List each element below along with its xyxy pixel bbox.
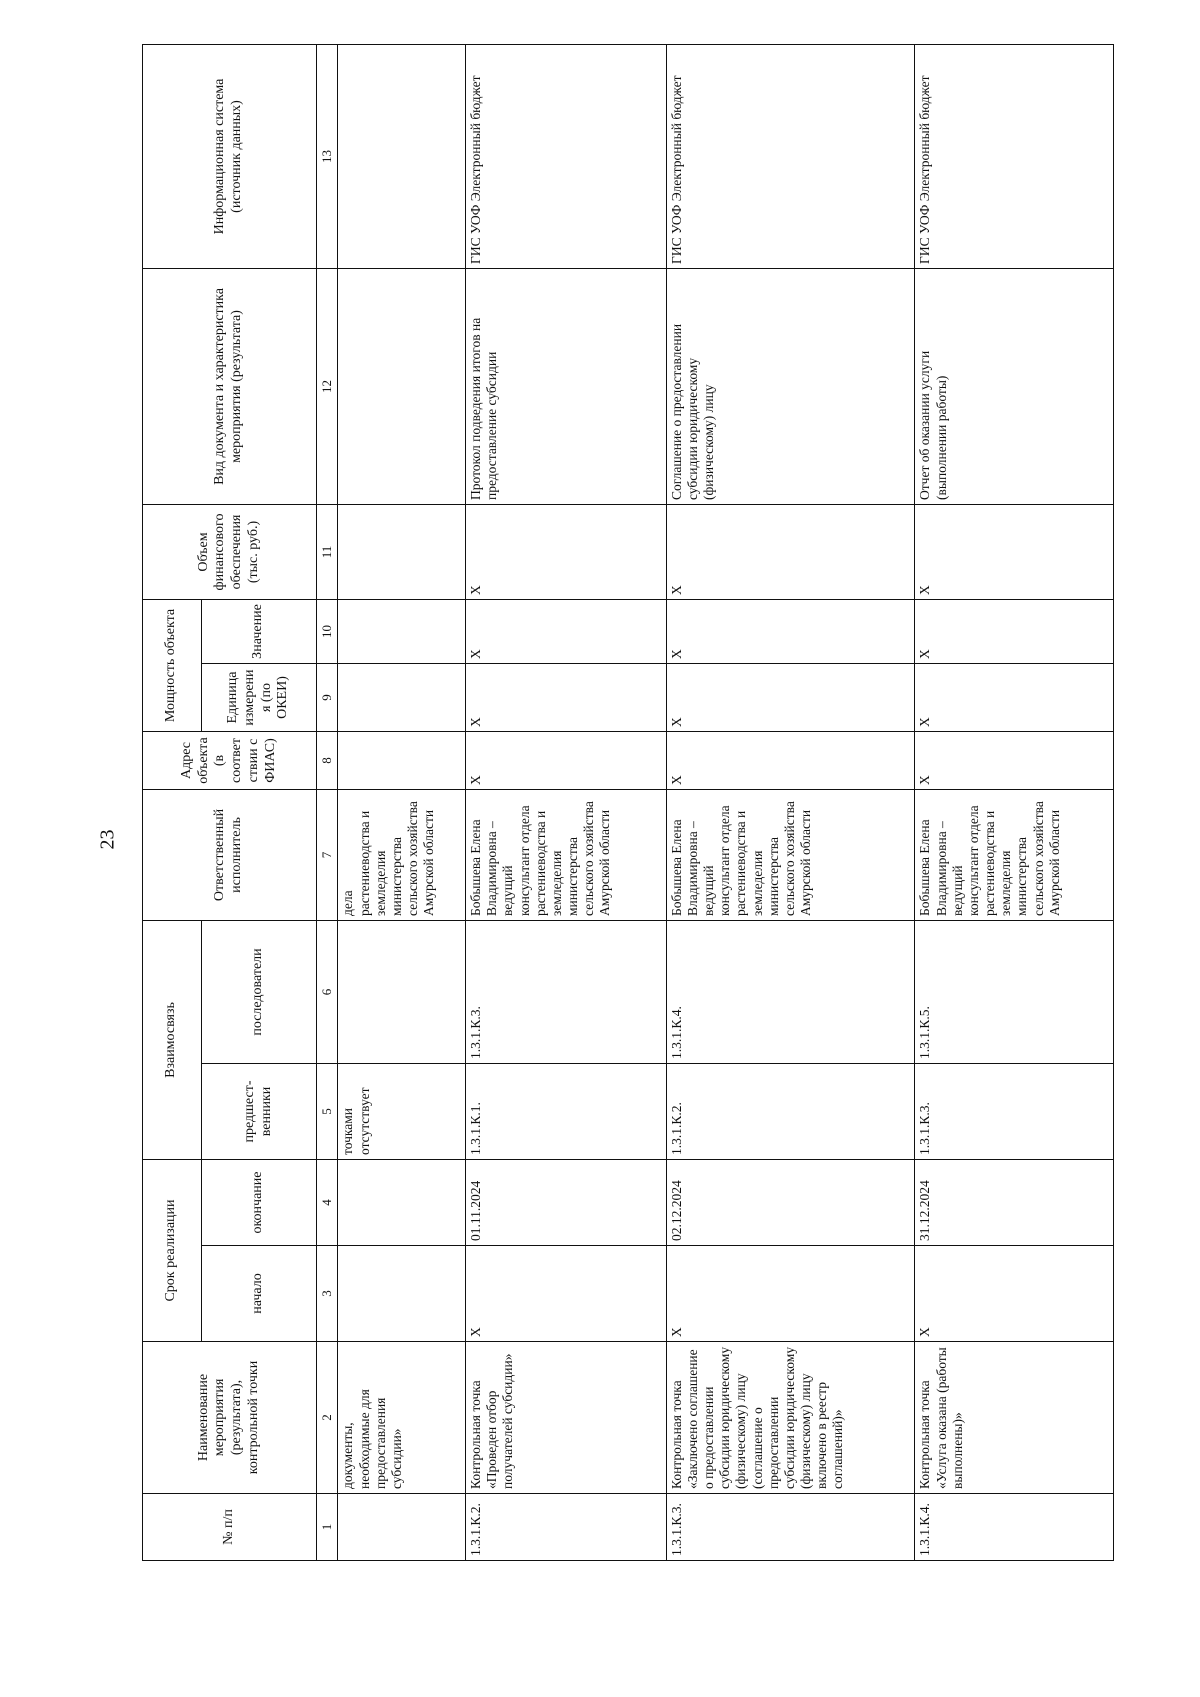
cell-doc: Протокол подведения итогов на предоставление субсидии xyxy=(465,268,666,504)
cell-num xyxy=(338,1494,466,1561)
column-numbers-row xyxy=(316,44,338,1560)
header-name: Наименование мероприятия (результата), контрольной точки xyxy=(143,1342,317,1494)
plan-table xyxy=(142,44,1114,1561)
cell-system: ГИС УОФ Электронный бюджет xyxy=(666,44,915,268)
header-relation: Взаимосвязь xyxy=(143,921,202,1160)
cell-value: Х xyxy=(465,599,666,663)
header-capacity: Мощность объекта xyxy=(143,599,202,731)
page-number: 23 xyxy=(96,829,119,850)
header-num: № п/п xyxy=(143,1494,317,1561)
column-number: 9 xyxy=(316,664,338,732)
cell-unit: Х xyxy=(465,664,666,732)
column-number: 4 xyxy=(316,1160,338,1246)
cell-unit xyxy=(338,664,466,732)
cell-end: 02.12.2024 xyxy=(666,1160,915,1246)
header-successors: последователи xyxy=(201,921,316,1064)
cell-system xyxy=(338,44,466,268)
header-finance: Объем финансового обеспечения (тыс. руб.) xyxy=(143,504,317,599)
cell-end xyxy=(338,1160,466,1246)
cell-successors: 1.3.1.К.5. xyxy=(915,921,1114,1064)
cell-address: Х xyxy=(915,732,1114,790)
header-predecessors: предшест-венники xyxy=(201,1064,316,1160)
cell-unit: Х xyxy=(666,664,915,732)
cell-successors xyxy=(338,921,466,1064)
header-system: Информационная система (источник данных) xyxy=(143,44,317,268)
cell-responsible: Бобышева Елена Владимировна –ведущий консультант отдела растениеводства и земледелия министерства сельского хозяйства Амурской области xyxy=(666,790,915,921)
cell-name: Контрольная точка «Проведен отбор получателей субсидии» xyxy=(465,1342,666,1494)
table-row xyxy=(666,44,915,1560)
column-number: 1 xyxy=(316,1494,338,1561)
cell-finance: Х xyxy=(915,504,1114,599)
column-number: 2 xyxy=(316,1342,338,1494)
column-number: 5 xyxy=(316,1064,338,1160)
header-value: Значение xyxy=(201,599,316,663)
header-address: Адрес объекта (в соответствии с ФИАС) xyxy=(143,732,317,790)
cell-end: 01.11.2024 xyxy=(465,1160,666,1246)
cell-responsible: Бобышева Елена Владимировна –ведущий консультант отдела растениеводства и земледелия министерства сельского хозяйства Амурской области xyxy=(915,790,1114,921)
cell-name: документы, необходимые для предоставления субсидии» xyxy=(338,1342,466,1494)
cell-end: 31.12.2024 xyxy=(915,1160,1114,1246)
cell-successors: 1.3.1.К.4. xyxy=(666,921,915,1064)
column-number: 13 xyxy=(316,44,338,268)
header-responsible: Ответственный исполнитель xyxy=(143,790,317,921)
cell-address xyxy=(338,732,466,790)
cell-system: ГИС УОФ Электронный бюджет xyxy=(915,44,1114,268)
cell-successors: 1.3.1.К.3. xyxy=(465,921,666,1064)
cell-unit: Х xyxy=(915,664,1114,732)
cell-start: Х xyxy=(465,1246,666,1342)
cell-value xyxy=(338,599,466,663)
column-number: 8 xyxy=(316,732,338,790)
cell-value: Х xyxy=(915,599,1114,663)
cell-num: 1.3.1.К.2. xyxy=(465,1494,666,1561)
cell-predecessors: 1.3.1.К.2. xyxy=(666,1064,915,1160)
cell-value: Х xyxy=(666,599,915,663)
header-end: окончание xyxy=(201,1160,316,1246)
cell-finance: Х xyxy=(465,504,666,599)
cell-num: 1.3.1.К.4. xyxy=(915,1494,1114,1561)
cell-address: Х xyxy=(666,732,915,790)
column-number: 7 xyxy=(316,790,338,921)
cell-finance xyxy=(338,504,466,599)
header-row-top xyxy=(143,44,202,1560)
cell-predecessors: 1.3.1.К.1. xyxy=(465,1064,666,1160)
column-number: 12 xyxy=(316,268,338,504)
cell-num: 1.3.1.К.3. xyxy=(666,1494,915,1561)
cell-predecessors: 1.3.1.К.3. xyxy=(915,1064,1114,1160)
column-number: 6 xyxy=(316,921,338,1064)
cell-responsible: дела растениеводства и земледелия министерства сельского хозяйства Амурской области xyxy=(338,790,466,921)
cell-responsible: Бобышева Елена Владимировна –ведущий консультант отдела растениеводства и земледелия министерства сельского хозяйства Амурской области xyxy=(465,790,666,921)
header-term: Срок реализации xyxy=(143,1160,202,1342)
cell-finance: Х xyxy=(666,504,915,599)
column-number: 10 xyxy=(316,599,338,663)
column-number: 11 xyxy=(316,504,338,599)
table-row xyxy=(465,44,666,1560)
cell-doc xyxy=(338,268,466,504)
cell-start: Х xyxy=(915,1246,1114,1342)
header-unit: Единица измерения (по ОКЕИ) xyxy=(201,664,316,732)
cell-name: Контрольная точка «Заключено соглашение о предоставлении субсидии юридическому (физическому) лицу (соглашение о предоставлении субсидии юридическому (физическому) лицу включено в реестр соглашений)» xyxy=(666,1342,915,1494)
table-row xyxy=(915,44,1114,1560)
cell-doc: Соглашение о предоставлении субсидии юридическому (физическому) лицу xyxy=(666,268,915,504)
header-doc: Вид документа и характеристика мероприятия (результата) xyxy=(143,268,317,504)
column-number: 3 xyxy=(316,1246,338,1342)
cell-start xyxy=(338,1246,466,1342)
table-row-continuation xyxy=(338,44,466,1560)
cell-doc: Отчет об оказании услуги (выполнении работы) xyxy=(915,268,1114,504)
cell-name: Контрольная точка «Услуга оказана (работы выполнены)» xyxy=(915,1342,1114,1494)
rotated-table-page xyxy=(142,45,1114,1561)
header-start: начало xyxy=(201,1246,316,1342)
cell-start: Х xyxy=(666,1246,915,1342)
cell-predecessors: точками отсутствует xyxy=(338,1064,466,1160)
cell-system: ГИС УОФ Электронный бюджет xyxy=(465,44,666,268)
cell-address: Х xyxy=(465,732,666,790)
